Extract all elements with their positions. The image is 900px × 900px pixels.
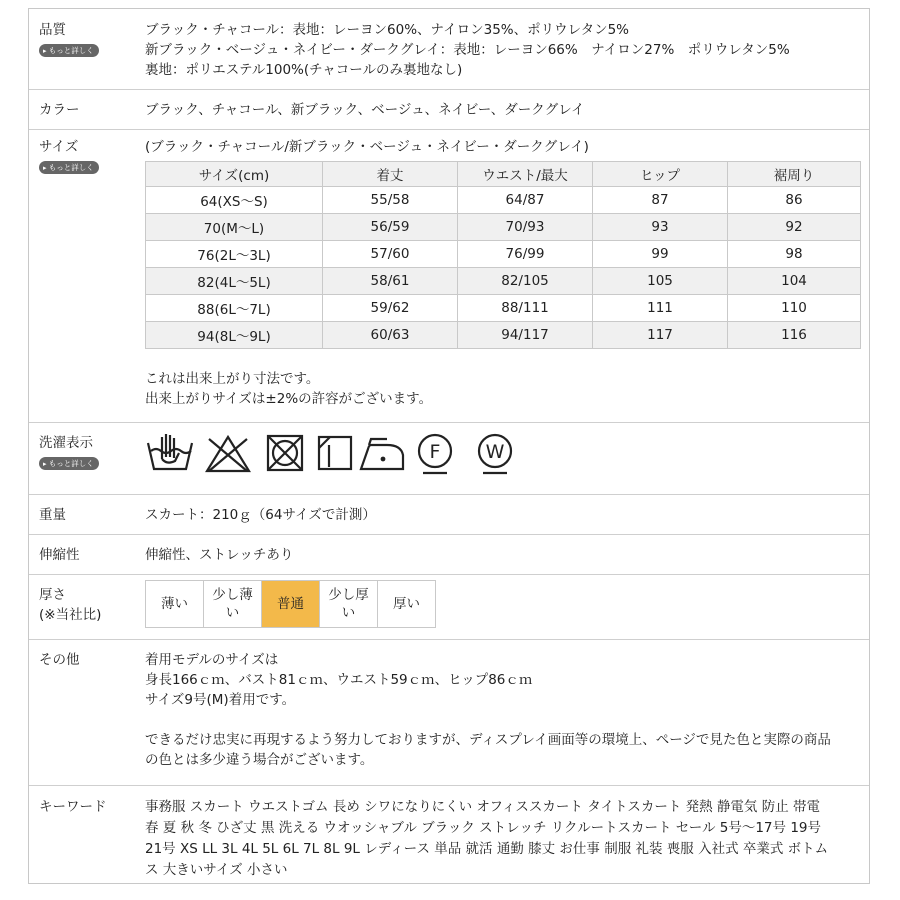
size-heading: (ブラック・チャコール/新ブラック・ベージュ・ネイビー・ダークグレイ) [145, 139, 589, 155]
material-line: 新ブラック・ベージュ・ネイビー・ダークグレイ：表地：レーヨン66% ナイロン27% ポリウレタン5% [145, 42, 790, 58]
size-col-header: 裾周り [728, 162, 861, 187]
keywords-line: 春 夏 秋 冬 ひざ丈 黒 洗える ウオッシャブル ブラック ストレッチ リクルートスカート セール 5号～17号 19号 [145, 820, 821, 836]
keywords-label: キーワード [39, 799, 107, 815]
table-cell: 64(XS～S) [146, 187, 323, 214]
table-row [146, 241, 861, 268]
spec-label-cell [39, 20, 99, 57]
table-cell: 94/117 [458, 322, 593, 349]
table-cell: 70(M～L) [146, 214, 323, 241]
other-line: 着用モデルのサイズは [145, 652, 279, 668]
low-iron-icon [357, 431, 409, 475]
color-label: カラー [39, 102, 80, 118]
spec-row-size [29, 129, 869, 423]
weight-value: スカート：210ｇ（64サイズで計測） [145, 507, 376, 523]
size-note: 出来上がりサイズは±2%の許容がございます。 [145, 391, 433, 407]
spec-label-cell [39, 433, 99, 470]
table-cell: 116 [728, 322, 861, 349]
table-cell: 92 [728, 214, 861, 241]
care-label: 洗濯表示 [39, 435, 93, 451]
spec-row-stretch [29, 534, 869, 575]
line-dry-shade-icon [315, 431, 355, 475]
material-label: 品質 [39, 22, 66, 38]
table-cell: 94(8L～9L) [146, 322, 323, 349]
other-value [145, 650, 861, 770]
table-cell: 57/60 [323, 241, 458, 268]
dry-clean-letter: F [429, 441, 441, 463]
table-cell: 111 [593, 295, 728, 322]
spec-row-material [29, 9, 869, 90]
table-row [146, 268, 861, 295]
wet-clean-letter: W [485, 441, 505, 463]
table-cell: 98 [728, 241, 861, 268]
table-cell: 76(2L～3L) [146, 241, 323, 268]
table-cell: 110 [728, 295, 861, 322]
table-cell: 82(4L～5L) [146, 268, 323, 295]
spec-row-keywords [29, 785, 869, 885]
spec-row-other [29, 639, 869, 786]
table-cell: 82/105 [458, 268, 593, 295]
other-line: サイズ9号(M)着用です。 [145, 692, 296, 708]
stretch-value: 伸縮性、ストレッチあり [145, 547, 294, 563]
size-col-header: ヒップ [593, 162, 728, 187]
table-cell: 86 [728, 187, 861, 214]
thickness-option: 少し薄 い [204, 581, 262, 628]
thickness-option: 薄い [146, 581, 204, 628]
table-row [146, 322, 861, 349]
size-table-header [146, 162, 861, 187]
spec-label-cell [39, 137, 99, 174]
table-cell: 99 [593, 241, 728, 268]
keywords-line: 21号 XS LL 3L 4L 5L 6L 7L 8L 9L レディース 単品 就活 通勤 膝丈 お仕事 制服 礼装 喪服 入社式 卒業式 ボトム [145, 841, 829, 857]
table-cell: 64/87 [458, 187, 593, 214]
size-col-header: サイズ(cm) [146, 162, 323, 187]
size-col-header: 着丈 [323, 162, 458, 187]
wet-clean-w-icon [475, 431, 519, 475]
keywords-value [145, 797, 861, 881]
thickness-label [39, 585, 101, 625]
table-cell: 70/93 [458, 214, 593, 241]
weight-label: 重量 [39, 507, 66, 523]
table-row [146, 187, 861, 214]
thickness-option-selected: 普通 [262, 581, 320, 628]
spec-row-color [29, 89, 869, 130]
table-row [146, 295, 861, 322]
material-line: ブラック・チャコール：表地：レーヨン60%、ナイロン35%、ポリウレタン5% [145, 22, 629, 38]
thickness-label-note: (※当社比) [39, 607, 102, 623]
size-label: サイズ [39, 139, 79, 155]
color-value: ブラック、チャコール、新ブラック、ベージュ、ネイビー、ダークグレイ [145, 102, 585, 118]
table-row [146, 214, 861, 241]
no-tumble-dry-icon [263, 431, 307, 475]
product-spec-table [28, 8, 870, 884]
more-details-button[interactable]: ▸ もっと詳しく [39, 161, 99, 174]
size-col-header: ウエスト/最大 [458, 162, 593, 187]
table-cell: 117 [593, 322, 728, 349]
table-cell: 104 [728, 268, 861, 295]
thickness-option: 少し厚 い [320, 581, 378, 628]
more-details-button[interactable]: ▸ もっと詳しく [39, 44, 99, 57]
other-line: 身長166ｃｍ、バスト81ｃｍ、ウエスト59ｃｍ、ヒップ86ｃｍ [145, 672, 533, 688]
dry-clean-f-icon [415, 431, 459, 475]
keywords-line: ス 大きいサイズ 小さい [145, 862, 288, 878]
keywords-line: 事務服 スカート ウエストゴム 長め シワになりにくい オフィススカート タイトスカート 発熱 静電気 防止 帯電 [145, 799, 820, 815]
spec-row-thickness [29, 574, 869, 640]
no-bleach-icon [203, 431, 253, 475]
size-table [145, 161, 861, 349]
other-spacer [145, 710, 861, 730]
material-line: 裏地：ポリエステル100%(チャコールのみ裏地なし) [145, 62, 463, 78]
table-cell: 93 [593, 214, 728, 241]
table-cell: 59/62 [323, 295, 458, 322]
table-cell: 56/59 [323, 214, 458, 241]
material-value [145, 20, 861, 80]
other-line: できるだけ忠実に再現するよう努力しておりますが、ディスプレイ画面等の環境上、ページで見た色と実際の商品 [145, 732, 831, 748]
table-cell: 105 [593, 268, 728, 295]
table-cell: 58/61 [323, 268, 458, 295]
other-label: その他 [39, 652, 80, 668]
size-note: これは出来上がり寸法です。 [145, 371, 320, 387]
more-details-button[interactable]: ▸ もっと詳しく [39, 457, 99, 470]
other-line: の色とは多少違う場合がございます。 [145, 752, 374, 768]
thickness-option: 厚い [378, 581, 436, 628]
table-cell: 88(6L～7L) [146, 295, 323, 322]
thickness-label-line: 厚さ [39, 587, 66, 603]
size-notes [145, 369, 861, 409]
care-icons [145, 431, 519, 475]
table-cell: 55/58 [323, 187, 458, 214]
thickness-scale [145, 580, 436, 628]
spec-row-care [29, 422, 869, 495]
stretch-label: 伸縮性 [39, 547, 80, 563]
table-cell: 87 [593, 187, 728, 214]
table-cell: 60/63 [323, 322, 458, 349]
spec-row-weight [29, 494, 869, 535]
table-cell: 76/99 [458, 241, 593, 268]
hand-wash-icon [145, 431, 195, 475]
table-cell: 88/111 [458, 295, 593, 322]
